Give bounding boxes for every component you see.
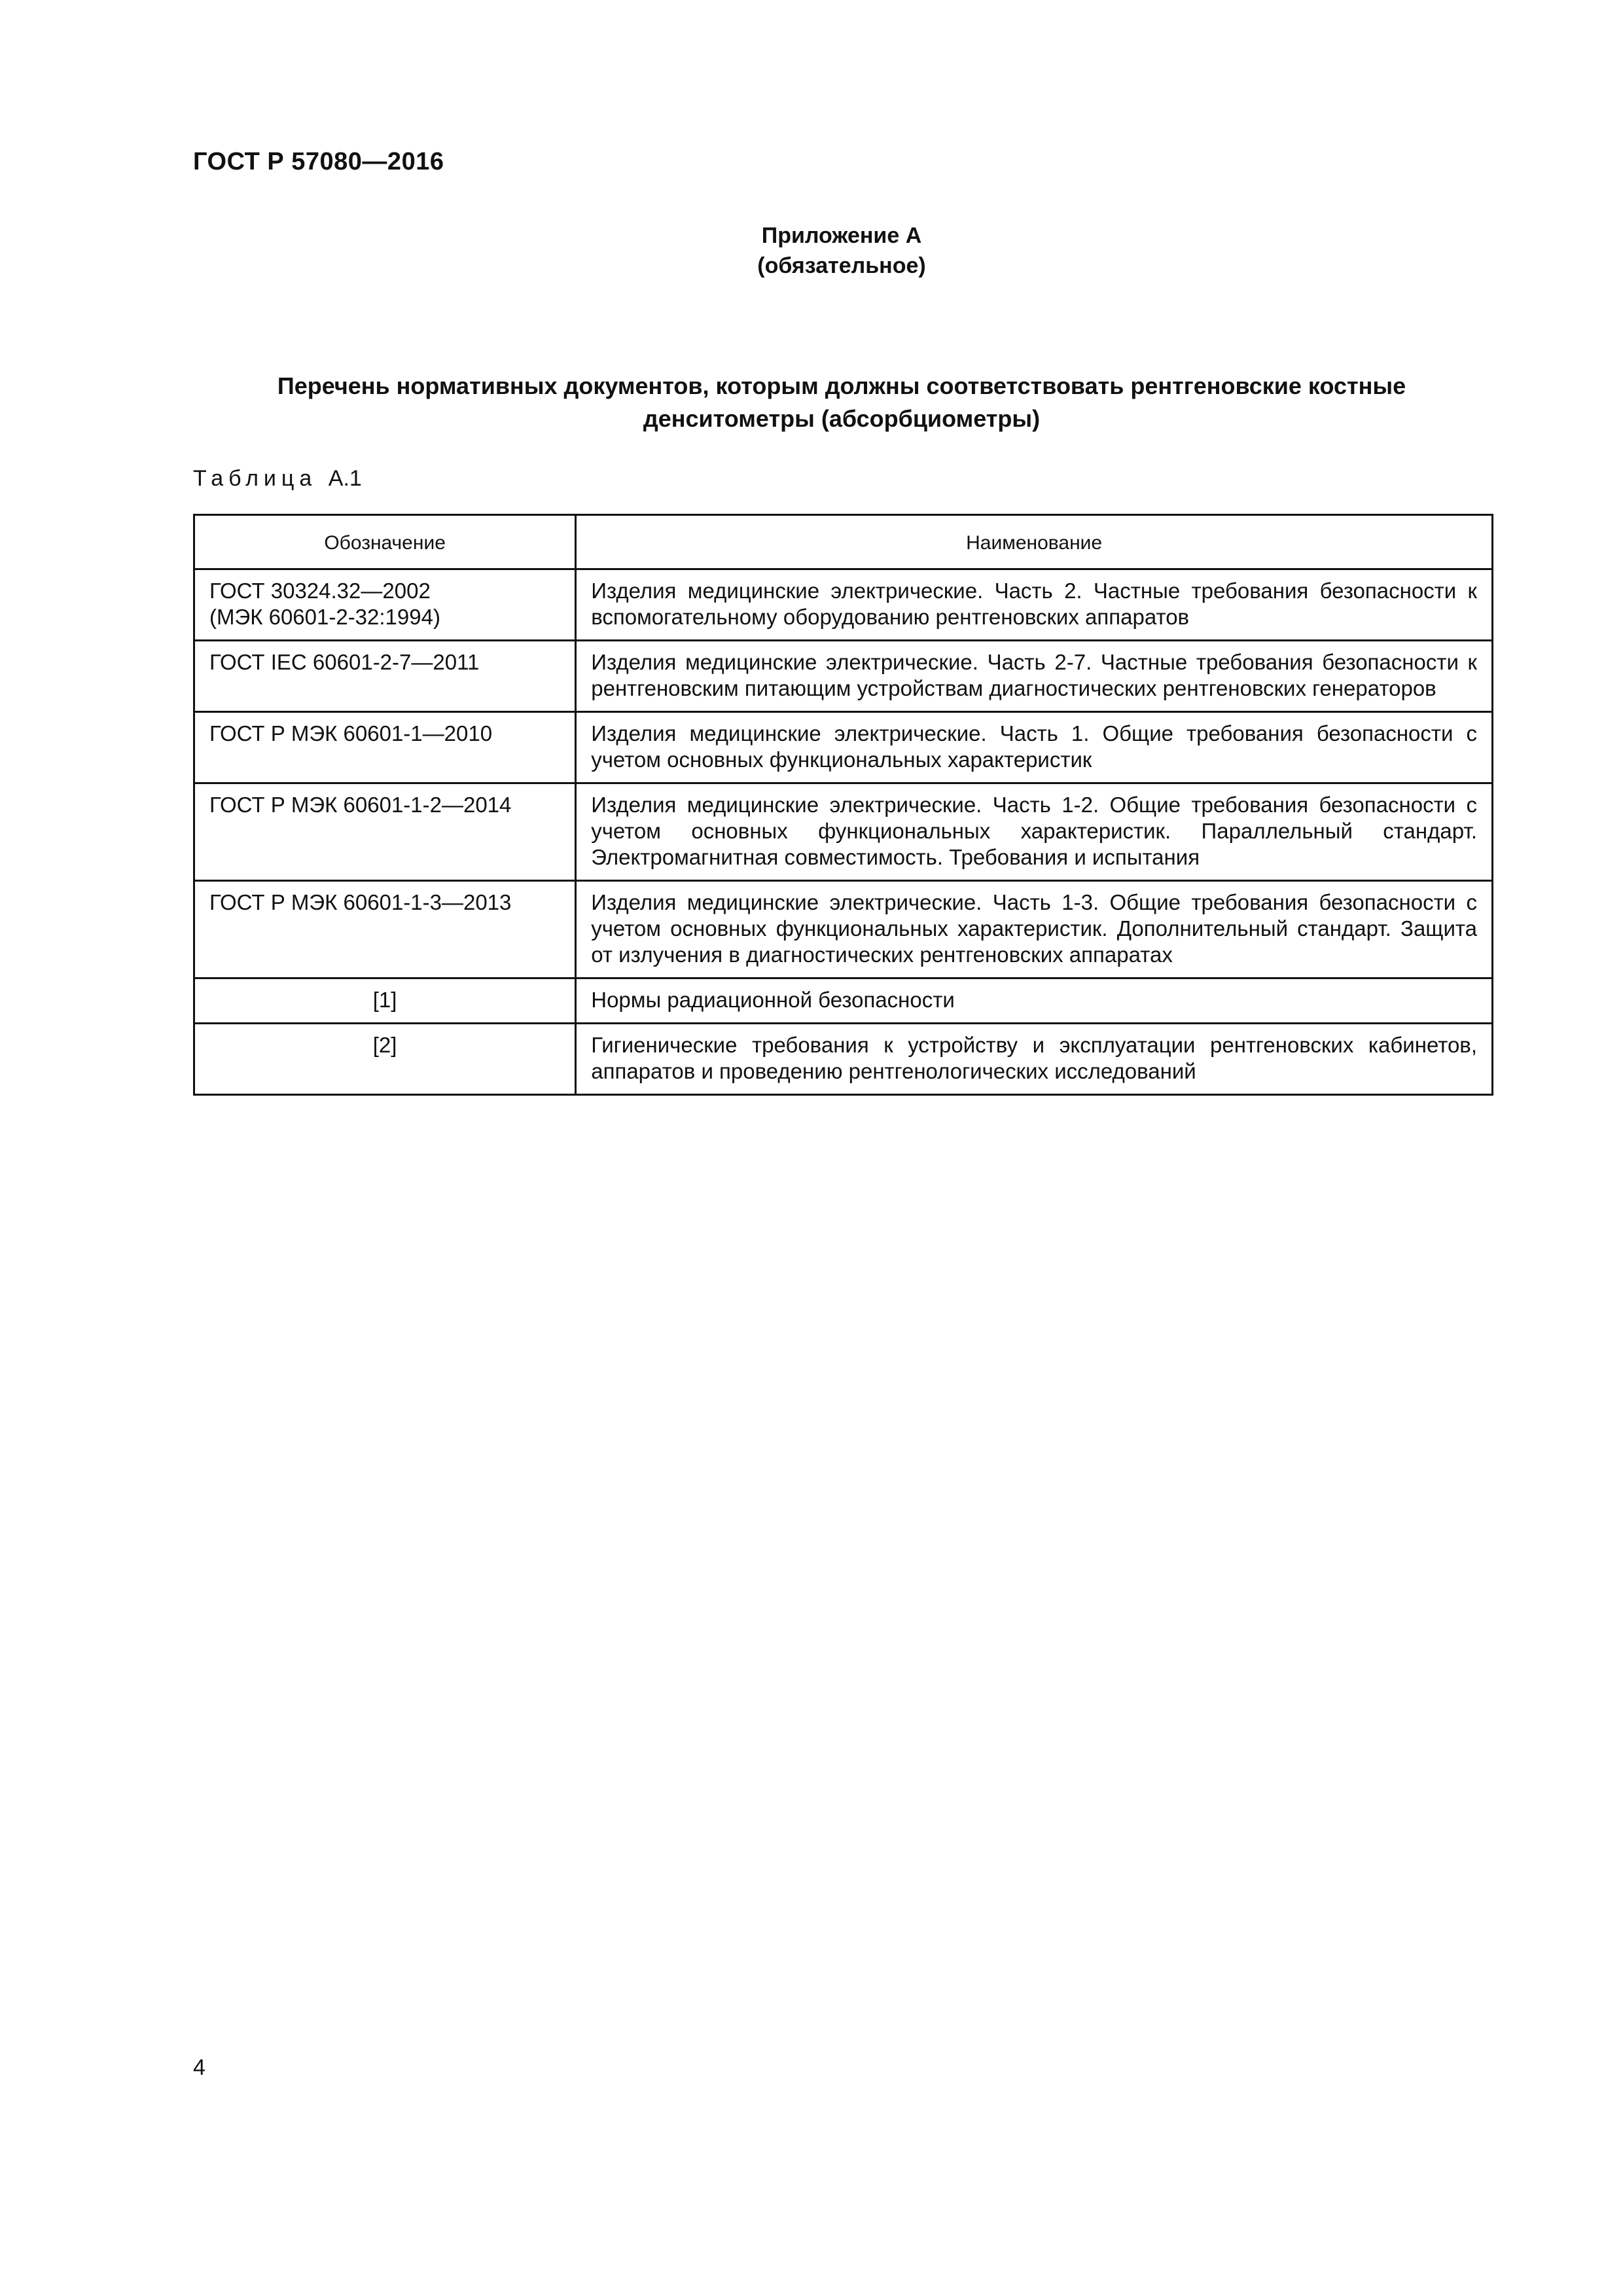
designation-cell	[194, 978, 576, 1024]
column-header-name: Наименование	[576, 515, 1493, 569]
table-row	[194, 569, 1493, 641]
reference-table	[193, 514, 1493, 1096]
table-caption	[193, 466, 362, 492]
table-row	[194, 978, 1493, 1024]
table-row	[194, 881, 1493, 978]
appendix-title: Приложение А	[761, 223, 922, 248]
table-row	[194, 783, 1493, 881]
table-row	[194, 1024, 1493, 1095]
page-number: 4	[193, 2055, 205, 2080]
name-cell: Изделия медицинские электрические. Часть 1. Общие требования безопасности с учетом основных функциональных характеристик	[576, 712, 1493, 783]
name-cell: Изделия медицинские электрические. Часть 1-3. Общие требования безопасности с учетом основных функциональных характеристик. Дополнительный стандарт. Защита от излучения в диагностических рентгеновских аппаратах	[576, 881, 1493, 978]
table-caption-number: А.1	[328, 466, 362, 491]
table-header-row	[194, 515, 1493, 569]
designation-cell	[194, 641, 576, 712]
designation-text: ГОСТ Р МЭК 60601-1-3—2013	[209, 890, 512, 914]
designation-cell	[194, 1024, 576, 1095]
designation-cell	[194, 783, 576, 881]
designation-text: ГОСТ IEC 60601-2-7—2011	[209, 650, 480, 674]
name-cell: Изделия медицинские электрические. Часть 1-2. Общие требования безопасности с учетом основных функциональных характеристик. Параллельный стандарт. Электромагнитная совместимость. Требования и испытания	[576, 783, 1493, 881]
designation-text: [2]	[372, 1033, 397, 1057]
designation-text: [1]	[372, 988, 397, 1012]
designation-text: ГОСТ Р МЭК 60601-1-2—2014	[209, 793, 512, 817]
name-cell: Изделия медицинские электрические. Часть 2-7. Частные требования безопасности к рентгеновским питающим устройствам диагностических рентгеновских генераторов	[576, 641, 1493, 712]
name-cell: Нормы радиационной безопасности	[576, 978, 1493, 1024]
designation-cell	[194, 569, 576, 641]
table-caption-word: Таблица	[193, 466, 317, 491]
column-header-designation: Обозначение	[194, 515, 576, 569]
designation-extra-text: (МЭК 60601-2-32:1994)	[209, 605, 440, 629]
document-title: Перечень нормативных документов, которым должны соответствовать рентгеновские костные денситометры (абсорбциометры)	[277, 372, 1406, 432]
appendix-status: (обязательное)	[757, 253, 926, 278]
designation-text: ГОСТ Р МЭК 60601-1—2010	[209, 721, 493, 745]
document-code: ГОСТ Р 57080—2016	[193, 148, 444, 175]
table-row	[194, 712, 1493, 783]
designation-cell	[194, 881, 576, 978]
name-cell: Изделия медицинские электрические. Часть 2. Частные требования безопасности к вспомогательному оборудованию рентгеновских аппаратов	[576, 569, 1493, 641]
designation-cell	[194, 712, 576, 783]
designation-text: ГОСТ 30324.32—2002	[209, 579, 431, 603]
name-cell: Гигиенические требования к устройству и эксплуатации рентгеновских кабинетов, аппаратов и проведению рентгенологических исследований	[576, 1024, 1493, 1095]
table-row	[194, 641, 1493, 712]
